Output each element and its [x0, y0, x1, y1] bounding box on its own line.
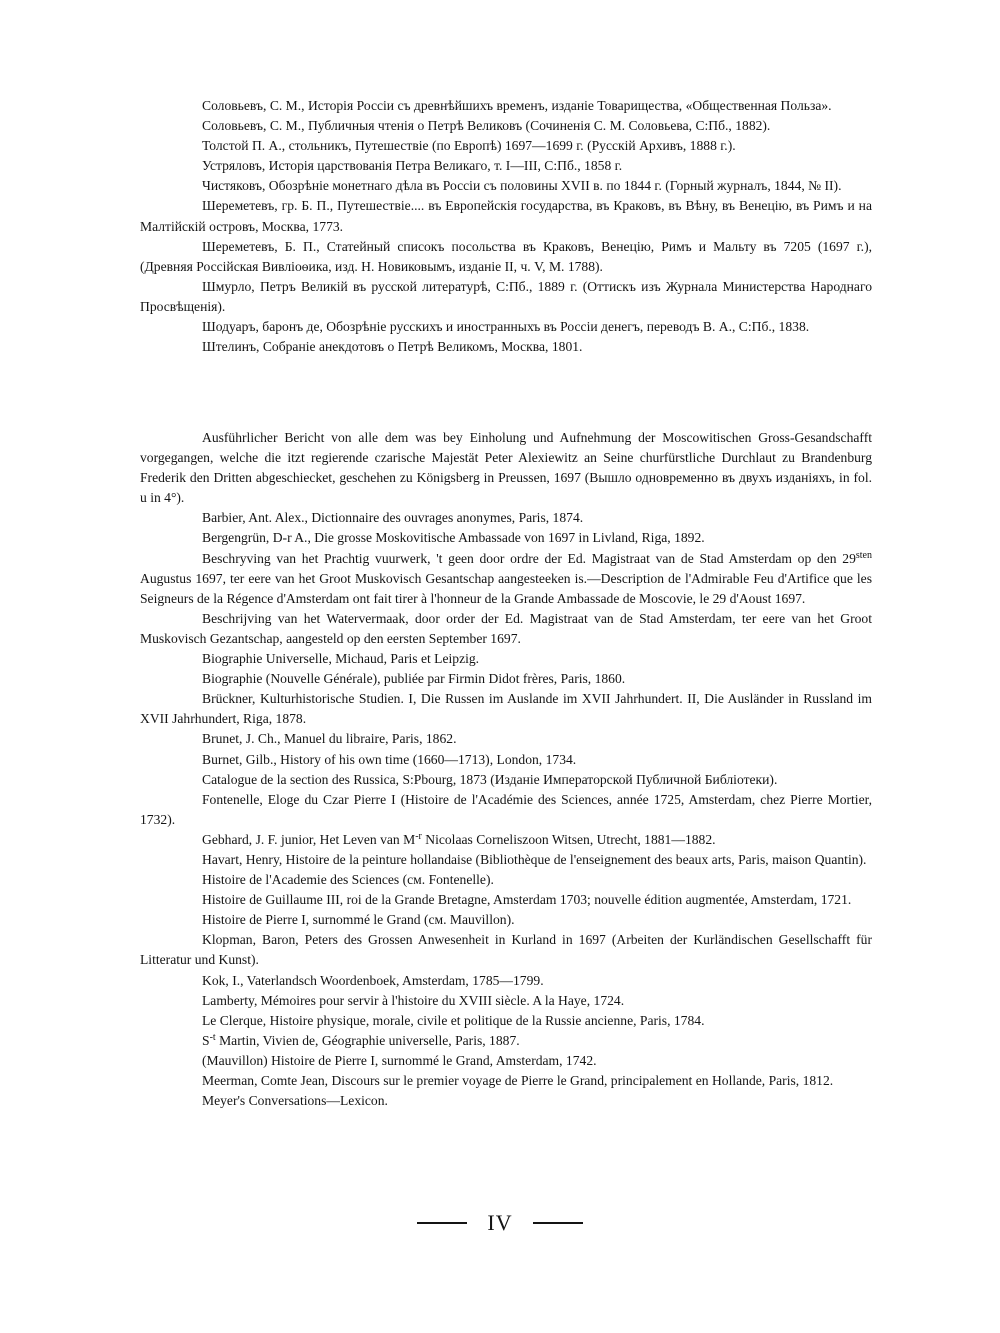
footer-rule-left: [417, 1222, 467, 1224]
bibliography-entry: Brückner, Kulturhistorische Studien. I, Die Russen im Auslande im XVII Jahrhundert. II, Die Ausländer in Russland im XVII Jahrhundert, Riga, 1878.: [140, 691, 872, 727]
bibliography-entry: Burnet, Gilb., History of his own time (1660—1713), London, 1734.: [202, 751, 577, 767]
bibliography-entry: Barbier, Ant. Alex., Dictionnaire des ouvrages anonymes, Paris, 1874.: [202, 510, 584, 526]
entry-text: Nicolaas Corneliszoon Witsen, Utrecht, 1881—1882.: [421, 831, 716, 847]
entry-text: Beschryving van het Prachtig vuurwerk, 't geen door ordre der Ed. Magistraat van de Stad Amsterdam op den 29: [202, 550, 856, 566]
bibliography-entry: Толстой П. А., стольникъ, Путешествіе (по Европѣ) 1697—1699 г. (Русскій Архивъ, 1888 г.).: [202, 138, 736, 154]
bibliography-entry: [140, 1031, 872, 1051]
bibliography-entry: (Mauvillon) Histoire de Pierre I, surnommé le Grand, Amsterdam, 1742.: [202, 1052, 597, 1068]
bibliography-entry: Ausführlicher Bericht von alle dem was bey Einholung und Aufnehmung der Moscowitischen Gross-Gesandschafft vorgegangen, welche die itzt regierende czarische Majestät Peter Alexiewitz an Seine churfürstliche Durchlaut zu Brandenburg Frederik den Dritten abgeschiecket, geschehen zu Königsberg in Preussen, 1697 (Вышло одновременно въ двухъ изданіяхъ, in fol. u in 4°).: [140, 430, 872, 506]
bibliography-entry: Histoire de Pierre I, surnommé le Grand (см. Mauvillon).: [202, 912, 515, 928]
entry-superscript: sten: [855, 549, 872, 561]
bibliography-entry: Lamberty, Mémoires pour servir à l'histoire du XVIII siècle. A la Haye, 1724.: [202, 992, 625, 1008]
bibliography-entry: Kok, I., Vaterlandsch Woordenboek, Amsterdam, 1785—1799.: [202, 972, 544, 988]
bibliography-entry: [140, 830, 872, 850]
bibliography-entry: Шодуаръ, баронъ де, Обозрѣніе русскихъ и иностранныхъ въ Россіи денегъ, переводъ В. А., С:Пб., 1838.: [202, 319, 810, 335]
bibliography-entry: Meerman, Comte Jean, Discours sur le premier voyage de Pierre le Grand, principalement en Hollande, Paris, 1812.: [202, 1073, 834, 1088]
bibliography-entry: Чистяковъ, Обозрѣніе монетнаго дѣла въ Россіи съ половины XVII в. по 1844 г. (Горный журналъ, 1844, № II).: [202, 178, 842, 194]
bibliography-entry: Шереметевъ, гр. Б. П., Путешествіе.... въ Европейскія государства, въ Краковъ, въ Вѣну, въ Венецію, въ Римъ и на Малтійскій островъ, Москва, 1773.: [140, 198, 872, 234]
bibliography-entry: Histoire de l'Academie des Sciences (см. Fontenelle).: [202, 872, 494, 888]
bibliography-entry: Biographie (Nouvelle Générale), publiée par Firmin Didot frères, Paris, 1860.: [202, 671, 626, 687]
entry-superscript: -t: [209, 1031, 216, 1043]
entry-text: Martin, Vivien de, Géographie universelle, Paris, 1887.: [215, 1032, 520, 1048]
bibliography-entry: Устряловъ, Исторія царствованія Петра Великаго, т. I—III, С:Пб., 1858 г.: [202, 158, 623, 174]
bibliography-entry: Fontenelle, Eloge du Czar Pierre I (Histoire de l'Académie des Sciences, année 1725, Amsterdam, chez Pierre Mortier, 1732).: [140, 791, 872, 827]
bibliography-entry: [140, 549, 872, 609]
bibliography-entry: Соловьевъ, С. М., Исторія Россіи съ древнѣйшихъ временъ, изданіе Товарищества, «Общественная Польза».: [202, 98, 832, 113]
page-number: IV: [487, 1209, 513, 1235]
entry-text: Augustus 1697, ter eere van het Groot Muskovisch Gesantschap aangesteeken is.—Description de l'Admirable Feu d'Artifice que les Seigneurs de la Régence d'Amsterdam ont fait tirer à l'honneur de la Grande Ambassade de Moscovie, le 29 d'Aoust 1697.: [140, 570, 872, 606]
page-footer: [0, 1208, 1000, 1236]
bibliography-entry: Bergengrün, D-r A., Die grosse Moskovitische Ambassade von 1697 in Livland, Riga, 1892.: [202, 530, 705, 546]
bibliography-entry: Meyer's Conversations—Lexicon.: [202, 1093, 388, 1109]
bibliography-entry: Biographie Universelle, Michaud, Paris et Leipzig.: [202, 651, 480, 667]
bibliography-entry: Beschrijving van het Watervermaak, door order der Ed. Magistraat van de Stad Amsterdam, ter eere van het Groot Muskovisch Gezantschap, aangesteld op den eersten September 1697.: [140, 610, 872, 646]
bibliography-entry: Шмурло, Петръ Великій въ русской литературѣ, С:Пб., 1889 г. (Оттискъ изъ Журнала Министерства Народнаго Просвѣщенія).: [140, 278, 872, 314]
bibliography-entry: Catalogue de la section des Russica, S:Pbourg, 1873 (Изданіе Императорской Публичной Библіотеки).: [202, 771, 778, 787]
bibliography-entry: Havart, Henry, Histoire de la peinture hollandaise (Bibliothèque de l'enseignement des beaux arts, Paris, maison Quantin).: [202, 851, 867, 867]
foreign-bibliography: [140, 428, 872, 1111]
bibliography-entry: Klopman, Baron, Peters des Grossen Anwesenheit in Kurland in 1697 (Arbeiten der Kurländischen Gesellschafft für Litteratur und Kunst).: [140, 932, 872, 968]
russian-bibliography: [140, 96, 872, 357]
bibliography-entry: Соловьевъ, С. М., Публичныя чтенія о Петрѣ Великовъ (Сочиненія С. М. Соловьева, С:Пб., 1882).: [202, 118, 771, 134]
bibliography-entry: Шереметевъ, Б. П., Статейный списокъ посольства въ Краковъ, Венецію, Римъ и Мальту въ 7205 (1697 г.), (Древняя Россійская Вивліоѳика, изд. Н. Новиковымъ, изданіе II, ч. V, М. 1788).: [140, 238, 872, 274]
entry-text: S: [202, 1032, 210, 1048]
footer-rule-right: [533, 1222, 583, 1224]
bibliography-entry: Штелинъ, Собраніе анекдотовъ о Петрѣ Великомъ, Москва, 1801.: [202, 339, 583, 355]
bibliography-entry: Brunet, J. Ch., Manuel du libraire, Paris, 1862.: [202, 731, 457, 747]
bibliography-entry: Le Clerque, Histoire physique, morale, civile et politique de la Russie ancienne, Paris, 1784.: [202, 1012, 705, 1028]
entry-text: Gebhard, J. F. junior, Het Leven van M: [202, 831, 416, 847]
bibliography-entry: Histoire de Guillaume III, roi de la Grande Bretagne, Amsterdam 1703; nouvelle édition augmentée, Amsterdam, 1721.: [202, 892, 852, 908]
entry-superscript: -r: [415, 830, 422, 842]
